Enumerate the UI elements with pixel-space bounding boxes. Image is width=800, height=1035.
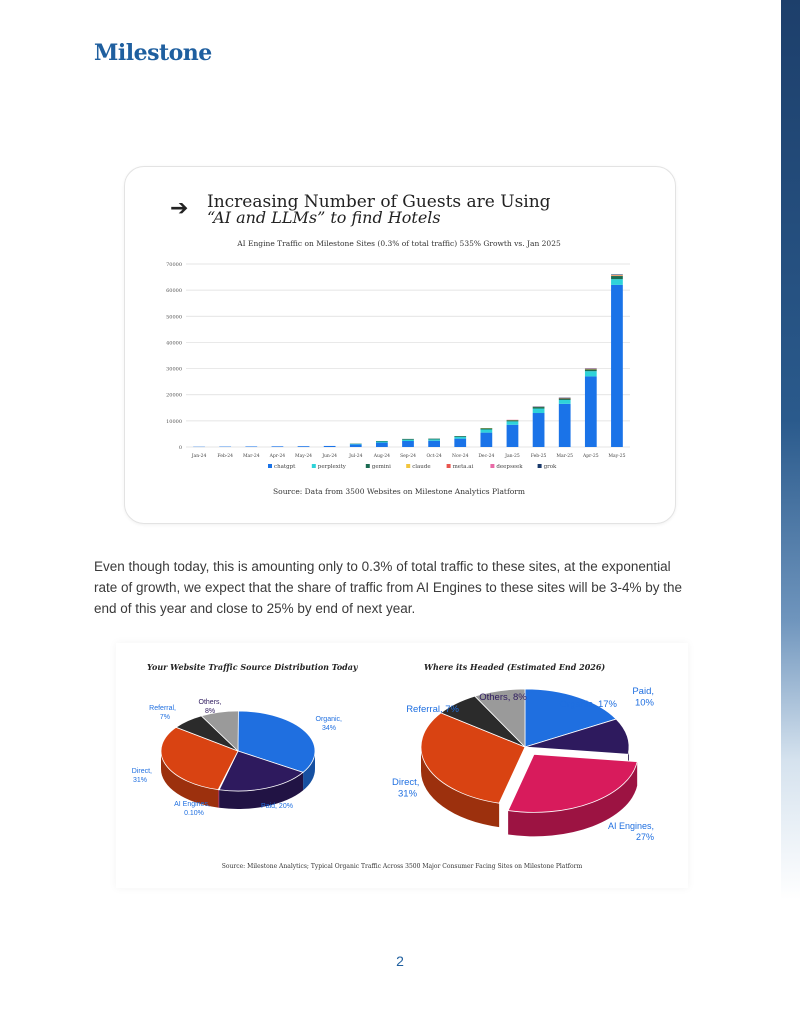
bar-segment-chatgpt bbox=[585, 376, 597, 447]
pie-label: Referral, 7% bbox=[406, 704, 459, 715]
bar-segment-gemini bbox=[480, 428, 492, 429]
x-tick-label: May-25 bbox=[608, 454, 626, 459]
body-paragraph: Even though today, this is amounting only to 0.3% of total traffic to these sites, at the exponential rate of growth, we expect that the share of traffic from AI Engines to these sites will be 3-4% by the end of this year and close to 25% by end of next year. bbox=[94, 559, 683, 616]
pie-label: Paid, 20% bbox=[261, 803, 293, 810]
legend-label: gemini bbox=[371, 464, 391, 470]
page-number: 2 bbox=[396, 953, 404, 969]
x-tick-label: Jul-24 bbox=[349, 454, 363, 459]
bar-segment-perplexity bbox=[480, 429, 492, 432]
pie-today-title: Your Website Traffic Source Distribution Today bbox=[147, 662, 358, 672]
pie-label-pct: 34% bbox=[321, 725, 336, 732]
legend-label: chatgpt bbox=[274, 464, 296, 470]
x-tick-label: Sep-24 bbox=[400, 454, 416, 459]
bar-segment-chatgpt bbox=[480, 433, 492, 447]
pie-label: Organic, 17% bbox=[559, 699, 617, 710]
x-tick-label: Mar-25 bbox=[556, 454, 574, 459]
pie-label: AI Engines, bbox=[607, 821, 654, 831]
x-tick-label: Nov-24 bbox=[452, 454, 469, 459]
bar-segment-chatgpt bbox=[350, 444, 362, 447]
x-tick-label: Apr-24 bbox=[269, 454, 286, 459]
legend-swatch bbox=[447, 464, 451, 468]
bar-chart-title: AI Engine Traffic on Milestone Sites (0.3% of total traffic) 535% Growth vs. Jan 2025 bbox=[237, 239, 561, 248]
legend-label: deepseek bbox=[496, 464, 523, 470]
bar-segment-perplexity bbox=[507, 421, 519, 424]
pie-source: Source: Milestone Analytics; Typical Organic Traffic Across 3500 Major Consumer Facing Sites on Milestone Platform bbox=[221, 863, 583, 870]
bar-segment-chatgpt bbox=[559, 404, 571, 447]
bar-segment-gemini bbox=[585, 369, 597, 371]
bar-segment-chatgpt bbox=[272, 446, 284, 447]
pie-charts bbox=[116, 643, 688, 858]
y-tick-label: 20000 bbox=[166, 392, 182, 399]
x-tick-label: Jan-25 bbox=[505, 454, 520, 459]
bar-segment-chatgpt bbox=[376, 443, 388, 447]
bar-segment-perplexity bbox=[533, 409, 545, 413]
headline-line-2: “AI and LLMs” to find Hotels bbox=[207, 208, 441, 227]
bar-segment-perplexity bbox=[585, 371, 597, 376]
pie-label: Others, bbox=[198, 699, 222, 706]
pie-future-title: Where its Headed (Estimated End 2026) bbox=[424, 662, 606, 672]
legend-swatch bbox=[406, 464, 410, 468]
bar-segment-perplexity bbox=[402, 440, 414, 441]
bar-segment-gemini bbox=[376, 441, 388, 442]
bar-chart bbox=[160, 255, 635, 480]
x-tick-label: May-24 bbox=[294, 454, 313, 459]
bar-segment-perplexity bbox=[350, 444, 362, 445]
x-tick-label: Oct-24 bbox=[426, 454, 442, 459]
pie-label: Referral, bbox=[149, 705, 176, 712]
x-tick-label: Mar-24 bbox=[242, 454, 260, 459]
bar-segment-chatgpt bbox=[611, 285, 623, 447]
bar-segment-chatgpt bbox=[428, 441, 440, 447]
bar-segment-gemini bbox=[428, 439, 440, 440]
x-tick-label: Jun-24 bbox=[322, 454, 338, 459]
bar-segment-perplexity bbox=[454, 437, 466, 439]
x-tick-label: Feb-25 bbox=[530, 454, 547, 459]
y-tick-label: 70000 bbox=[166, 262, 182, 268]
pie-label-pct: 31% bbox=[398, 788, 418, 800]
pie-label-pct: 10% bbox=[634, 697, 654, 709]
bar-segment-gemini bbox=[454, 436, 466, 437]
pie-label-pct: 7% bbox=[159, 714, 170, 721]
y-tick-label: 50000 bbox=[166, 314, 182, 321]
legend-label: claude bbox=[412, 464, 431, 470]
bar-segment-gemini bbox=[611, 276, 623, 279]
pie-label-pct: 8% bbox=[204, 708, 216, 715]
x-tick-label: Feb-24 bbox=[217, 454, 234, 459]
bar-segment-gemini bbox=[507, 420, 519, 421]
y-tick-label: 10000 bbox=[166, 418, 182, 425]
x-tick-label: Dec-24 bbox=[478, 454, 495, 459]
legend-swatch bbox=[366, 464, 370, 468]
pie-label: Paid, bbox=[632, 686, 654, 697]
pie-side bbox=[218, 790, 219, 808]
y-tick-label: 0 bbox=[178, 445, 182, 451]
legend-swatch bbox=[312, 464, 316, 468]
bar-segment-chatgpt bbox=[454, 439, 466, 447]
pie-label: Organic, bbox=[315, 716, 342, 723]
bar-segment-chatgpt bbox=[533, 413, 545, 447]
y-tick-label: 30000 bbox=[166, 366, 182, 373]
pie-label-pct: 27% bbox=[635, 832, 654, 842]
legend-label: meta.ai bbox=[452, 464, 474, 470]
bar-segment-claude bbox=[611, 276, 623, 277]
legend-label: grok bbox=[543, 464, 557, 470]
y-tick-label: 40000 bbox=[166, 340, 182, 347]
bar-segment-perplexity bbox=[376, 442, 388, 443]
milestone-logo: Milestone bbox=[94, 40, 212, 66]
x-tick-label: Apr-25 bbox=[583, 454, 599, 459]
legend-swatch bbox=[490, 464, 494, 468]
bar-segment-gemini bbox=[533, 407, 545, 409]
headline-line-1: Increasing Number of Guests are Using bbox=[207, 192, 551, 212]
x-tick-label: Aug-24 bbox=[373, 454, 391, 459]
legend-swatch bbox=[268, 464, 272, 468]
legend-label: perplexity bbox=[317, 464, 346, 470]
x-tick-label: Jan-24 bbox=[191, 454, 207, 459]
bar-segment-gemini bbox=[402, 439, 414, 440]
y-tick-label: 60000 bbox=[166, 288, 182, 295]
bar-segment-chatgpt bbox=[507, 425, 519, 447]
bar-segment-grok bbox=[611, 274, 623, 275]
bar-segment-chatgpt bbox=[402, 441, 414, 447]
pie-label: Direct, bbox=[392, 777, 420, 788]
pie-label-pct: 31% bbox=[132, 777, 147, 784]
arrow-right-icon: ➔ bbox=[170, 196, 189, 221]
pie-label: Others, 8% bbox=[479, 692, 527, 703]
bar-chart-source: Source: Data from 3500 Websites on Milestone Analytics Platform bbox=[273, 487, 525, 496]
bar-segment-chatgpt bbox=[298, 446, 310, 447]
bar-segment-perplexity bbox=[611, 279, 623, 285]
bar-segment-gemini bbox=[559, 398, 571, 400]
pie-label: AI Engines, bbox=[174, 801, 210, 808]
pie-label-pct: 0.10% bbox=[184, 810, 204, 817]
side-accent-bar bbox=[781, 0, 800, 1035]
legend-swatch bbox=[538, 464, 542, 468]
bar-segment-perplexity bbox=[428, 439, 440, 440]
bar-segment-chatgpt bbox=[245, 446, 257, 447]
bar-segment-perplexity bbox=[559, 400, 571, 404]
pie-label: Direct, bbox=[131, 768, 152, 775]
bar-segment-chatgpt bbox=[324, 446, 336, 447]
